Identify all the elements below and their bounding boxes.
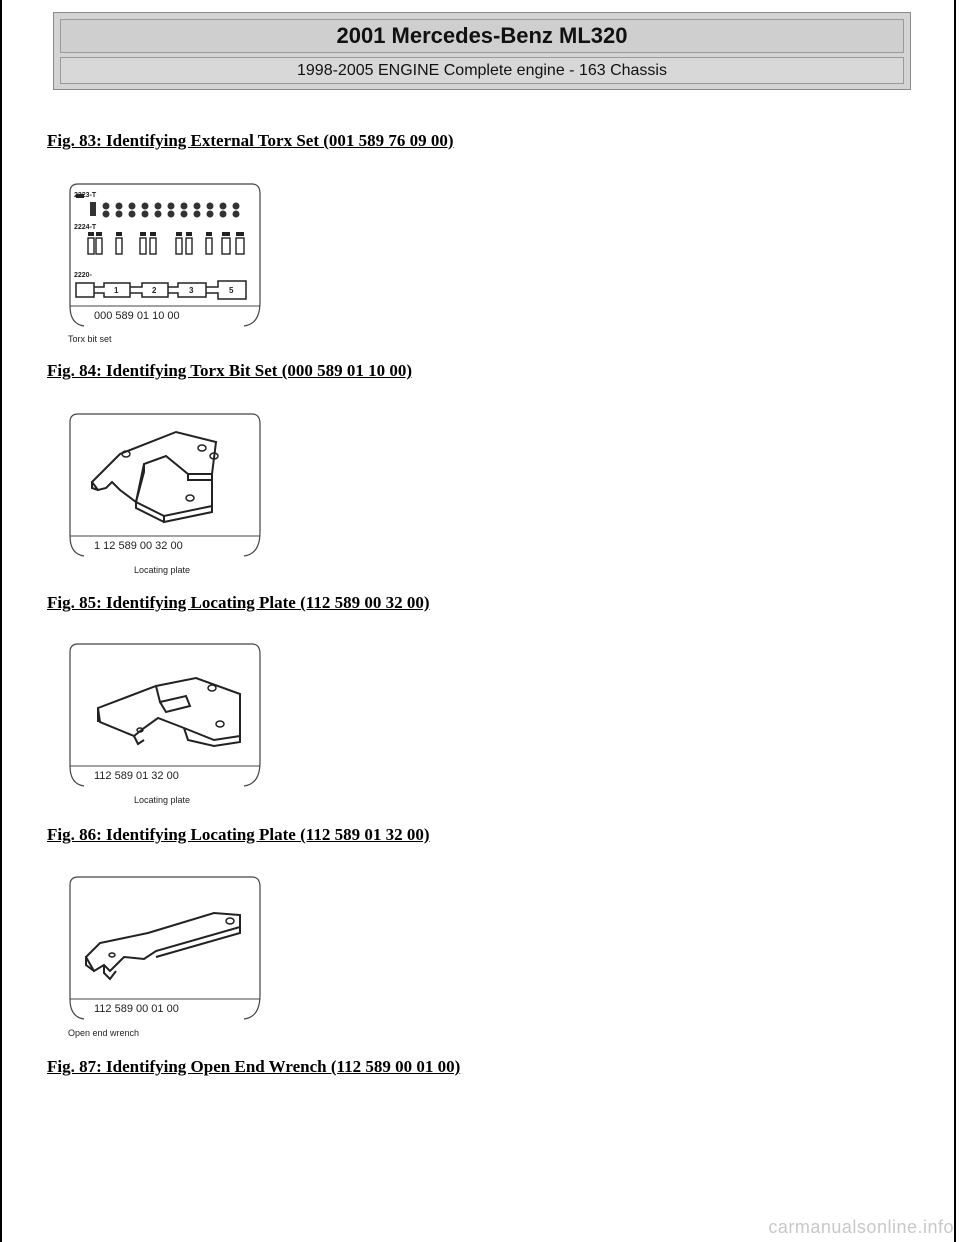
watermark: carmanualsonline.info: [768, 1217, 954, 1237]
caption-fig-86: Fig. 86: Identifying Locating Plate (112 589 01 32 00): [47, 825, 430, 844]
plate2-part-code: 112 589 01 32 00: [94, 770, 179, 782]
caption-fig-83: Fig. 83: Identifying External Torx Set (001 589 76 09 00): [47, 131, 454, 150]
torx-part-code: 000 589 01 10 00: [94, 310, 180, 322]
torx-row3-label: 2220-: [74, 272, 92, 279]
torx-row2-label: 2224-T: [74, 224, 97, 231]
torx-number-1: 1: [114, 286, 119, 295]
caption-fig-87: Fig. 87: Identifying Open End Wrench (112 589 00 01 00): [47, 1057, 461, 1076]
torx-number-3: 3: [189, 286, 194, 295]
plate1-part-code: 1 12 589 00 32 00: [94, 540, 183, 552]
figure-locating-plate-1: [64, 410, 264, 575]
header-subtitle-box: [60, 57, 904, 84]
figure-open-end-wrench: [64, 873, 264, 1038]
torx-part-name: Torx bit set: [68, 334, 112, 344]
wrench-part-code: 112 589 00 01 00: [94, 1003, 179, 1015]
plate2-part-name: Locating plate: [134, 795, 191, 805]
torx-number-5: 5: [229, 286, 234, 295]
torx-row1-label: 2223-T: [74, 192, 97, 199]
figure-torx-bit-set: [64, 180, 264, 345]
wrench-part-name: Open end wrench: [68, 1028, 140, 1038]
header-title-box: [60, 19, 904, 53]
header-title: 2001 Mercedes-Benz ML320: [336, 23, 628, 48]
plate1-part-name: Locating plate: [134, 565, 191, 575]
caption-fig-85: Fig. 85: Identifying Locating Plate (112 589 00 32 00): [47, 593, 430, 612]
torx-number-2: 2: [152, 286, 157, 295]
figure-locating-plate-2: [64, 640, 264, 805]
document-header: [53, 12, 911, 90]
header-subtitle: 1998-2005 ENGINE Complete engine - 163 Chassis: [297, 61, 667, 79]
caption-fig-84: Fig. 84: Identifying Torx Bit Set (000 589 01 10 00): [47, 361, 413, 380]
